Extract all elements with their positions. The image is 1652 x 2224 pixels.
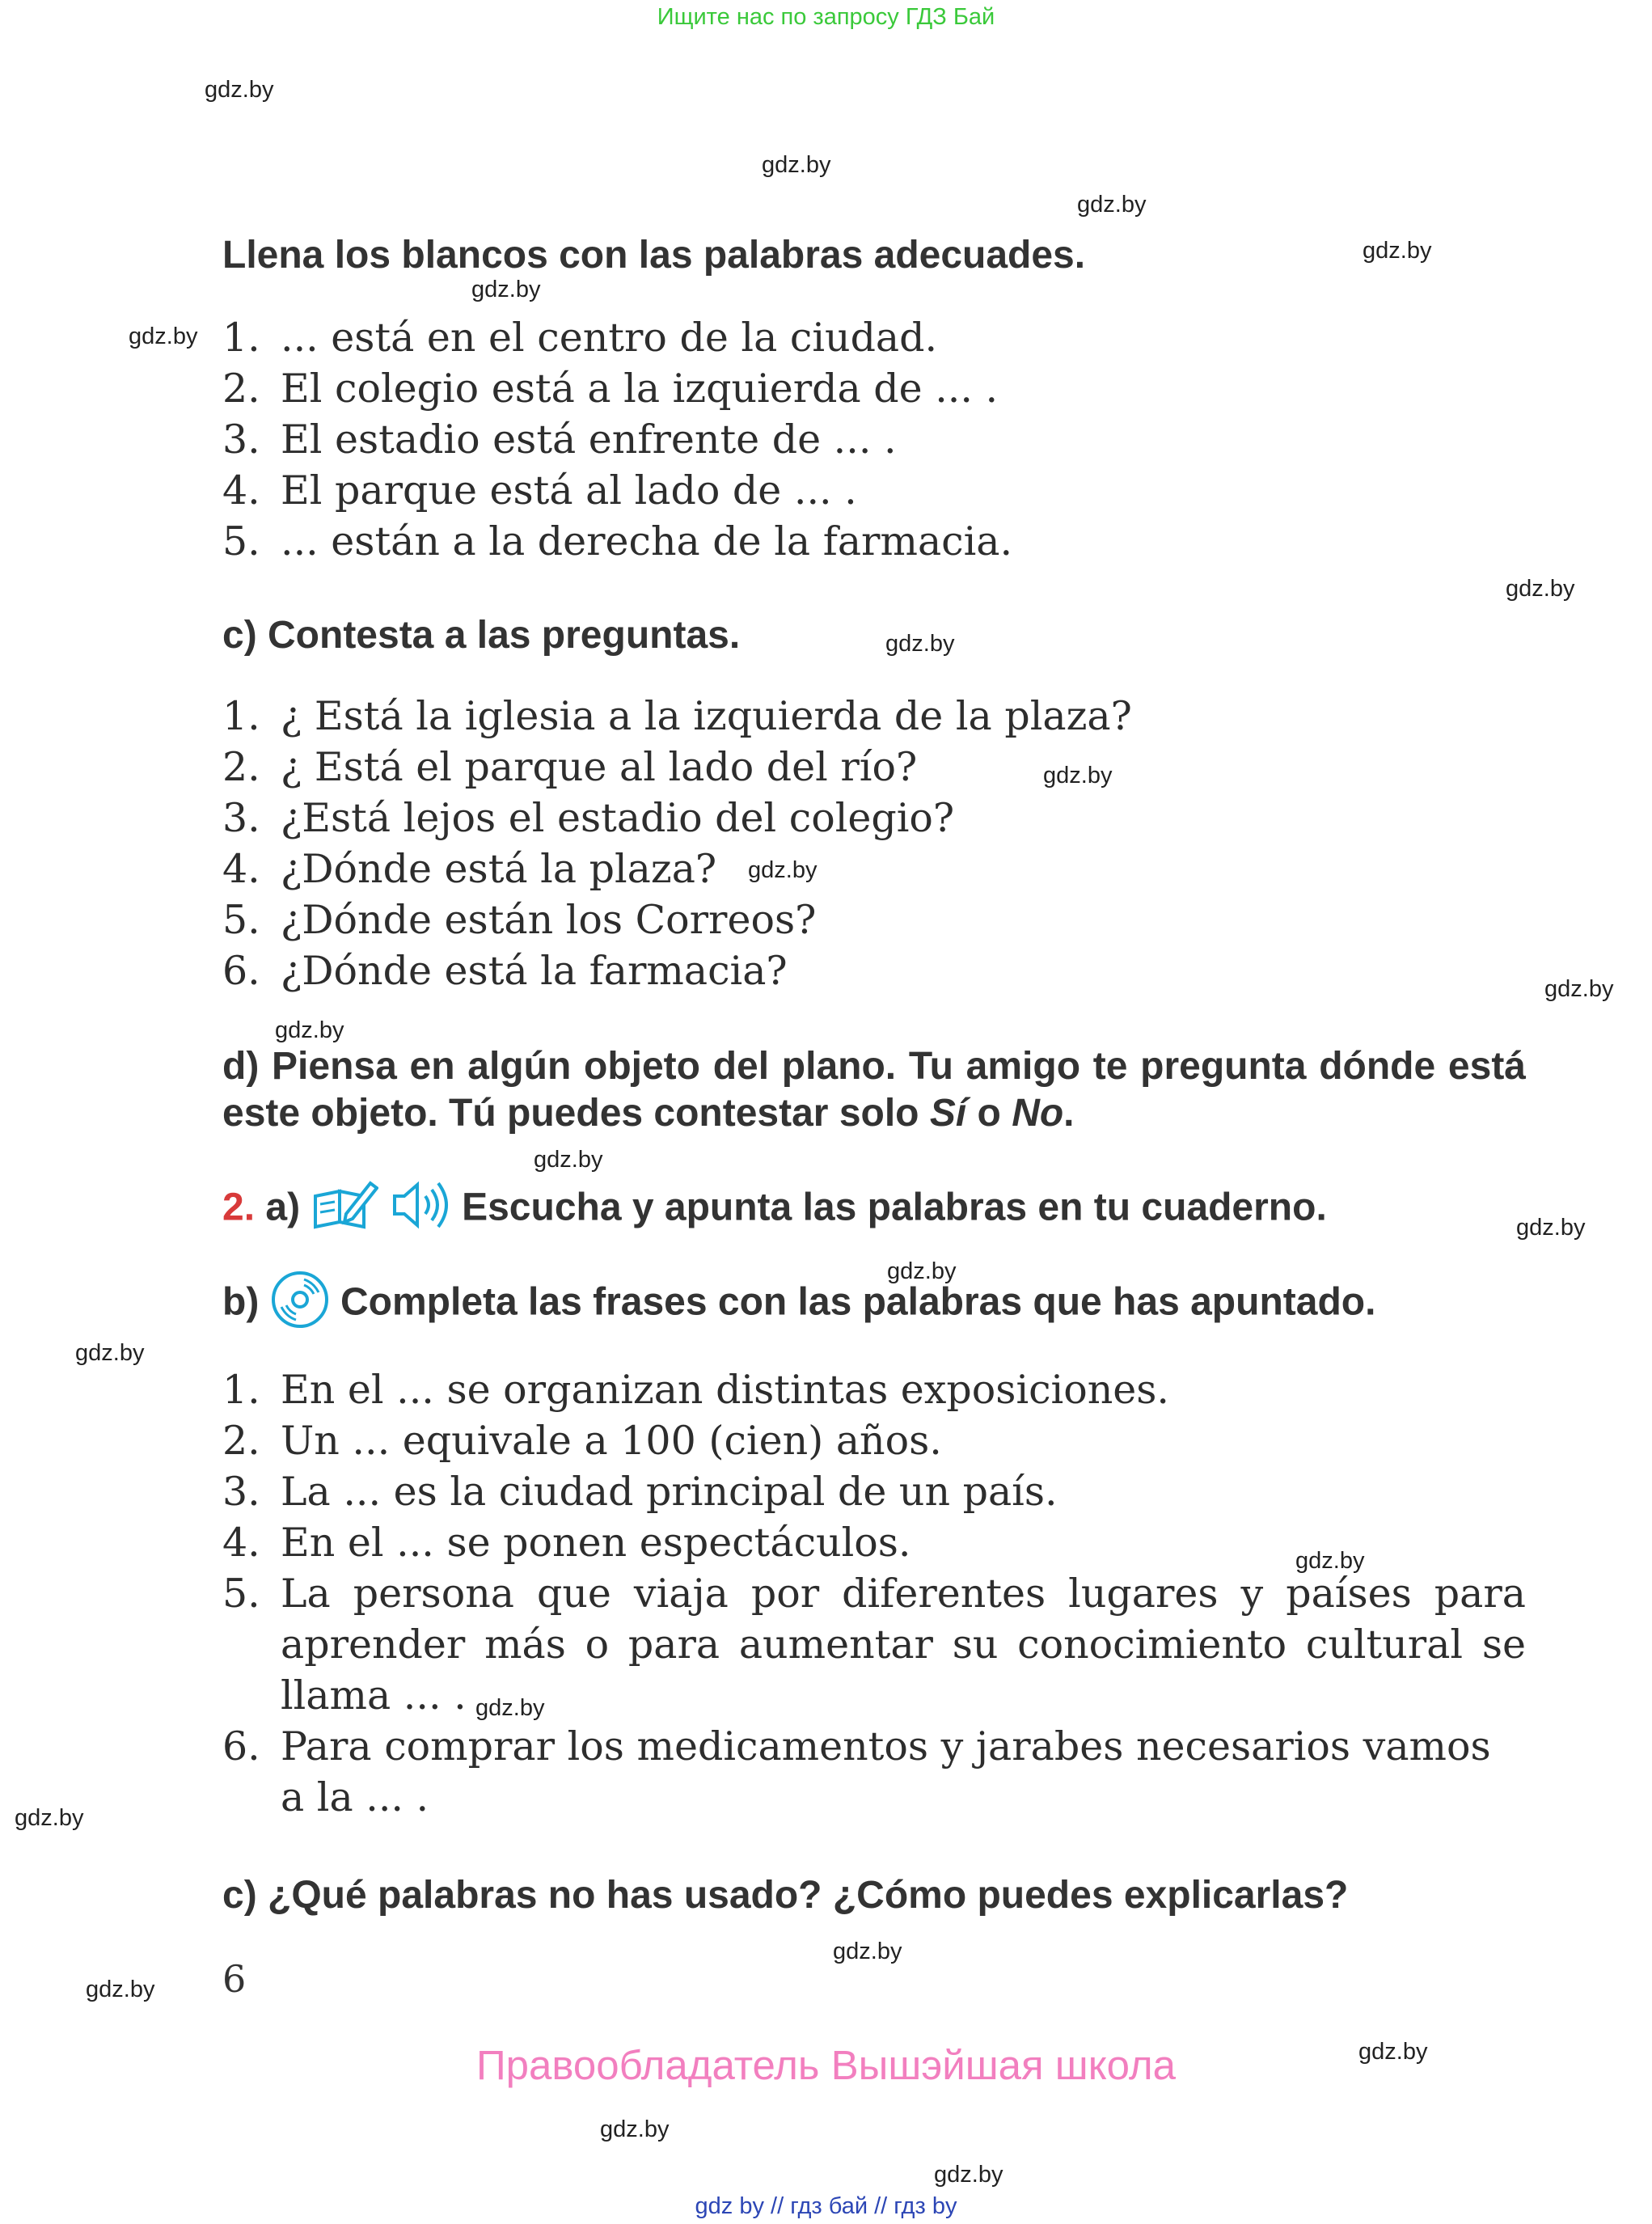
list-item: 3. El estadio está enfrente de ... .	[222, 416, 897, 463]
list-item: 4. ¿Dónde está la plaza?	[222, 846, 717, 892]
exercise-heading-think-object: d) Piensa en algún objeto del plano. Tu amigo te pregunta dónde está este objeto. Tú puedes contestar solo Sí o No.	[222, 1045, 1526, 1135]
exercise-2b-heading: b) Completa las frases con las palabras que has apuntado.	[222, 1270, 1375, 1339]
watermark: gdz.by	[1544, 976, 1614, 1002]
speaker-icon	[390, 1178, 451, 1241]
watermark: gdz.by	[885, 631, 955, 657]
watermark: gdz.by	[1506, 576, 1575, 602]
watermark: gdz.by	[205, 77, 274, 103]
watermark: gdz.by	[833, 1939, 902, 1964]
list-item: 3. La ... es la ciudad principal de un país.	[222, 1469, 1058, 1515]
complete-sentences-list	[222, 1364, 1526, 1823]
list-item: 2. El colegio está a la izquierda de ... .	[222, 366, 999, 412]
list-item: 5. ¿Dónde están los Correos?	[222, 897, 817, 943]
watermark: gdz.by	[275, 1017, 344, 1043]
exercise-number: 2.	[222, 1186, 256, 1229]
watermark: gdz.by	[887, 1258, 957, 1284]
watermark: gdz.by	[934, 2162, 1003, 2188]
exercise-heading-fill-blanks: Llena los blancos con las palabras adecuades.	[222, 234, 1086, 277]
fill-blanks-list	[222, 312, 1526, 567]
cd-disc-icon	[270, 1270, 330, 1339]
top-search-note: Ищите нас по запросу ГДЗ Бай	[657, 4, 995, 30]
watermark: gdz.by	[1516, 1215, 1586, 1241]
watermark: gdz.by	[1295, 1548, 1365, 1574]
watermark: gdz.by	[600, 2116, 670, 2142]
watermark: gdz.by	[475, 1695, 545, 1721]
list-item: 1. ... está en el centro de la ciudad.	[222, 315, 938, 361]
page-number: 6	[222, 1957, 247, 2001]
exercise-2a-heading: 2. a) Escucha y apunta las palabras en tu cuaderno.	[222, 1177, 1327, 1243]
watermark: gdz.by	[129, 323, 198, 349]
watermark: gdz.by	[75, 1340, 145, 1366]
watermark: gdz.by	[534, 1147, 603, 1173]
list-item: 2. Un ... equivale a 100 (cien) años.	[222, 1418, 942, 1464]
footer-links: gdz by // гдз бай // гдз by	[695, 2193, 957, 2219]
list-item: 4. El parque está al lado de ... .	[222, 467, 857, 514]
list-item: 4. En el ... se ponen espectáculos.	[222, 1520, 911, 1566]
rights-holder: Правообладатель Вышэйшая школа	[476, 2042, 1176, 2088]
list-item: 2. ¿ Está el parque al lado del río?	[222, 744, 918, 790]
list-item: 1. ¿ Está la iglesia a la izquierda de la plaza?	[222, 693, 1132, 739]
watermark: gdz.by	[762, 152, 831, 178]
watermark: gdz.by	[86, 1977, 155, 2002]
watermark: gdz.by	[1363, 238, 1432, 264]
watermark: gdz.by	[1077, 192, 1147, 218]
list-item: 6. Para comprar los medicamentos y jarabes necesarios vamos a la ... .	[222, 1723, 1491, 1820]
exercise-2c-heading: c) ¿Qué palabras no has usado? ¿Cómo puedes explicarlas?	[222, 1874, 1349, 1917]
watermark: gdz.by	[1358, 2039, 1428, 2065]
list-item: 5. La persona que viaja por diferentes lugares y países para aprender más o para aumentar su conocimiento cultural se llama ... .	[222, 1571, 1526, 1719]
list-item: 6. ¿Dónde está la farmacia?	[222, 948, 788, 994]
watermark: gdz.by	[15, 1805, 84, 1831]
watermark: gdz.by	[748, 857, 818, 883]
list-item: 1. En el ... se organizan distintas exposiciones.	[222, 1367, 1170, 1413]
list-item: 5. ... están a la derecha de la farmacia.	[222, 518, 1013, 564]
list-item: 3. ¿Está lejos el estadio del colegio?	[222, 795, 955, 841]
watermark: gdz.by	[1043, 763, 1113, 789]
exercise-heading-questions: c) Contesta a las preguntas.	[222, 614, 741, 657]
questions-list	[222, 691, 1526, 996]
watermark: gdz.by	[471, 277, 541, 302]
write-notebook-icon	[311, 1177, 378, 1243]
